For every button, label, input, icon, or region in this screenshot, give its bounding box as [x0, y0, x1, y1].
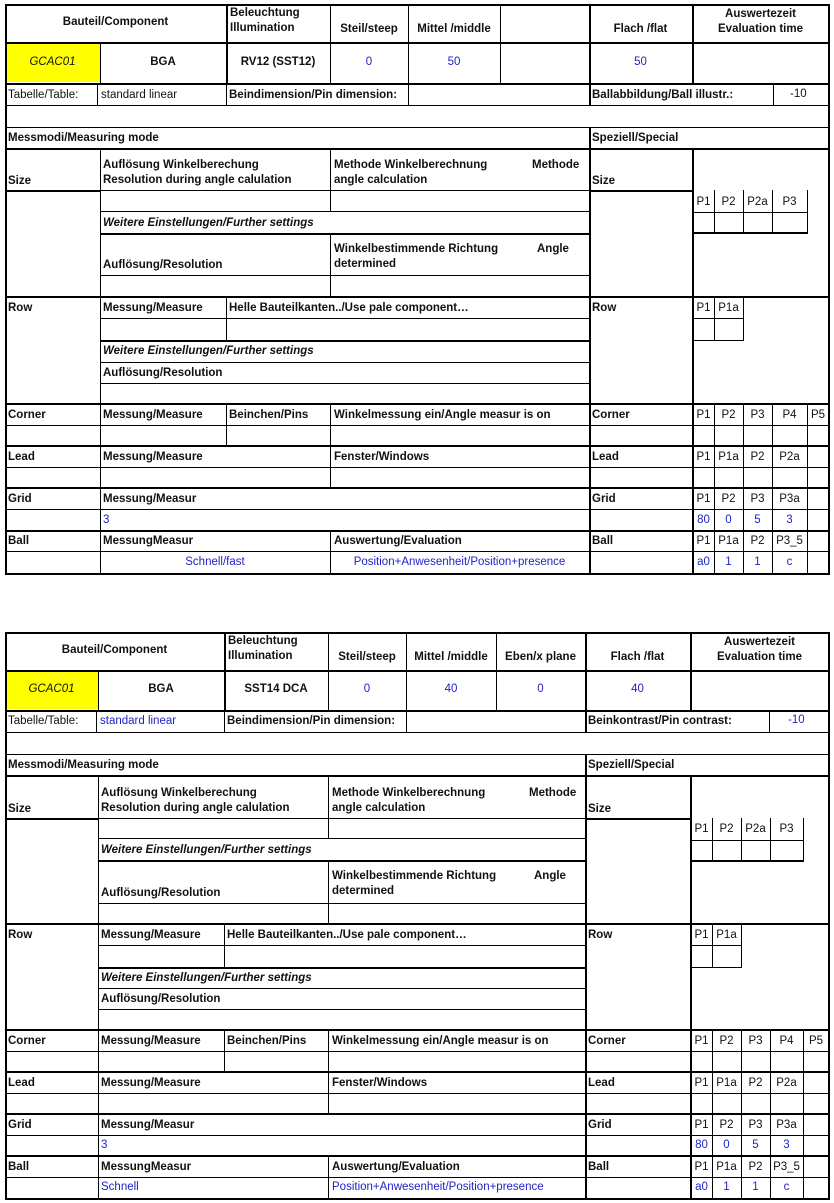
corner-p3: P3 [750, 409, 765, 421]
size-p3: P3 [779, 823, 794, 835]
size-method-en: angle calculation [334, 174, 428, 186]
row-measure: Messung/Measure [103, 302, 203, 314]
middle-value: 40 [444, 683, 458, 695]
table-value: standard linear [101, 89, 178, 101]
size-p3: P3 [782, 196, 797, 208]
grid-p2: P2 [721, 493, 736, 505]
grid-p1-value: 80 [697, 514, 710, 526]
lead-p2a: P2a [779, 451, 800, 463]
special-size-label: Size [588, 803, 612, 815]
special-ball-label: Ball [588, 1161, 610, 1173]
size-p2: P2 [721, 196, 736, 208]
size-label: Size [8, 803, 32, 815]
flat-header: Flach /flat [610, 651, 665, 663]
illumination-value: SST14 DCA [244, 683, 308, 695]
ball-p1a-value: 1 [725, 556, 732, 568]
illumination-header-en: Illumination [230, 22, 295, 34]
lead-p1a: P1a [716, 1077, 737, 1089]
row-further-settings: Weitere Einstellungen/Further settings [103, 345, 314, 357]
row-p1: P1 [696, 302, 711, 314]
lead-p1: P1 [696, 451, 711, 463]
corner-measure: Messung/Measure [103, 409, 203, 421]
component-id: GCAC01 [28, 683, 75, 695]
grid-label: Grid [8, 493, 32, 505]
component-id: GCAC01 [29, 56, 76, 68]
grid-value: 3 [103, 514, 110, 526]
row-pale-component: Helle Bauteilkanten../Use pale component… [229, 302, 469, 314]
eval-time-header: Auswertezeit [725, 8, 796, 20]
size-method: Methode Winkelberechnung [332, 787, 486, 799]
special-grid-label: Grid [588, 1119, 612, 1131]
size-res-angle-en: Resolution during angle calulation [101, 802, 290, 814]
ball-p1-value: a0 [697, 556, 710, 568]
row-p1a: P1a [716, 929, 737, 941]
size-label: Size [8, 175, 32, 187]
size-p2: P2 [719, 823, 734, 835]
ball-presence: Position+Anwesenheit/Position+presence [353, 556, 566, 568]
corner-p5: P5 [810, 409, 826, 421]
size-winkel: Winkelbestimmende Richtung [332, 870, 497, 882]
grid-p1: P1 [694, 1119, 709, 1131]
size-winkel-en: determined [332, 885, 394, 897]
lead-label: Lead [8, 451, 35, 463]
special-size-label: Size [592, 175, 616, 187]
settings-form-2 [0, 628, 834, 1203]
corner-pins: Beinchen/Pins [229, 409, 309, 421]
row-label: Row [8, 929, 33, 941]
component-header: Bauteil/Component [62, 16, 169, 28]
corner-pins: Beinchen/Pins [227, 1035, 307, 1047]
lead-p2: P2 [748, 1077, 763, 1089]
size-method-right: Methode [532, 159, 580, 171]
plane-header: Eben/x plane [505, 651, 576, 663]
size-winkel-right: Angle [534, 870, 566, 882]
special-lead-label: Lead [592, 451, 619, 463]
size-winkel: Winkelbestimmende Richtung [334, 243, 499, 255]
size-res-angle: Auflösung Winkelberechung [103, 159, 259, 171]
flat-value: 40 [631, 683, 644, 695]
middle-header: Mittel /middle [414, 651, 488, 663]
ball-p1: P1 [696, 535, 711, 547]
grid-p3a: P3a [779, 493, 800, 505]
size-resolution: Auflösung/Resolution [101, 887, 221, 899]
ball-p2-value: 1 [754, 556, 761, 568]
row-measure: Messung/Measure [101, 929, 201, 941]
row-label: Row [8, 302, 33, 314]
corner-p1: P1 [694, 1035, 709, 1047]
eval-time-header: Auswertezeit [724, 636, 795, 648]
grid-p3: P3 [750, 493, 765, 505]
steep-value: 0 [363, 683, 371, 695]
table-label: Tabelle/Table: [8, 715, 79, 727]
lead-p1: P1 [694, 1077, 709, 1089]
ball-p1a-value: 1 [723, 1181, 730, 1193]
middle-value: 50 [447, 56, 461, 68]
grid-measure: Messung/Measur [101, 1119, 195, 1131]
ball-p2-value: 1 [752, 1181, 759, 1193]
illumination-value: RV12 (SST12) [240, 56, 316, 68]
special-row-label: Row [592, 302, 617, 314]
size-p1: P1 [694, 823, 709, 835]
special-title: Speziell/Special [588, 759, 675, 771]
ball-label: Ball [8, 1161, 30, 1173]
grid-p3: P3 [748, 1119, 763, 1131]
flat-value: 50 [634, 56, 647, 68]
middle-header: Mittel /middle [417, 23, 491, 35]
component-type: BGA [148, 683, 174, 695]
size-method: Methode Winkelberechnung [334, 159, 488, 171]
grid-p2-value: 0 [725, 514, 732, 526]
corner-p4: P4 [782, 409, 797, 421]
special-grid-label: Grid [592, 493, 616, 505]
ball-p1a: P1a [718, 535, 739, 547]
ball-presence: Position+Anwesenheit/Position+presence [332, 1181, 544, 1193]
corner-p5: P5 [808, 1035, 824, 1047]
lead-windows: Fenster/Windows [334, 451, 430, 463]
size-res-angle: Auflösung Winkelberechung [101, 787, 257, 799]
ball-p1: P1 [694, 1161, 709, 1173]
size-method-en: angle calculation [332, 802, 426, 814]
illumination-header-en: Illumination [228, 650, 293, 662]
eval-time-header-en: Evaluation time [717, 651, 802, 663]
lead-p2a: P2a [776, 1077, 797, 1089]
corner-angle-measure: Winkelmessung ein/Angle measur is on [332, 1035, 549, 1047]
ball-speed: Schnell [101, 1181, 139, 1193]
grid-p3-value: 5 [754, 514, 761, 526]
component-header: Bauteil/Component [61, 644, 168, 656]
lead-label: Lead [8, 1077, 35, 1089]
size-further-settings: Weitere Einstellungen/Further settings [101, 844, 312, 856]
grid-p3a-value: 3 [786, 514, 793, 526]
corner-measure: Messung/Measure [101, 1035, 201, 1047]
corner-angle-measure: Winkelmessung ein/Angle measur is on [334, 409, 551, 421]
size-p2a: P2a [747, 196, 768, 208]
ball-p2: P2 [748, 1161, 763, 1173]
steep-header: Steil/steep [338, 651, 396, 663]
special-lead-label: Lead [588, 1077, 615, 1089]
ball-measure: MessungMeasur [103, 535, 194, 547]
special-row-label: Row [588, 929, 613, 941]
plane-value: 0 [537, 683, 544, 695]
row-further-settings: Weitere Einstellungen/Further settings [101, 972, 312, 984]
corner-p4: P4 [779, 1035, 794, 1047]
size-p1: P1 [696, 196, 711, 208]
ball-p1a: P1a [716, 1161, 737, 1173]
eval-time-header-en: Evaluation time [718, 23, 803, 35]
special-corner-label: Corner [592, 409, 630, 421]
row-resolution: Auflösung/Resolution [101, 993, 221, 1005]
corner-label: Corner [8, 409, 46, 421]
lead-p1a: P1a [718, 451, 739, 463]
table-value: standard linear [100, 715, 177, 727]
grid-p2: P2 [719, 1119, 734, 1131]
corner-p3: P3 [748, 1035, 763, 1047]
steep-header: Steil/steep [340, 23, 398, 35]
size-res-angle-en: Resolution during angle calulation [103, 174, 292, 186]
grid-p3-value: 5 [752, 1139, 759, 1151]
special-title: Speziell/Special [592, 132, 679, 144]
special-ball-label: Ball [592, 535, 614, 547]
pin-contrast-value: -10 [788, 714, 805, 726]
row-p1: P1 [694, 929, 709, 941]
size-winkel-right: Angle [537, 243, 569, 255]
ball-evaluation: Auswertung/Evaluation [334, 535, 462, 547]
ball-illustration-value: -10 [790, 88, 807, 100]
ball-evaluation: Auswertung/Evaluation [332, 1161, 460, 1173]
ball-p3-5-value: c [786, 556, 793, 568]
size-p2a: P2a [745, 823, 766, 835]
pin-dimension-label: Beindimension/Pin dimension: [227, 715, 396, 727]
size-winkel-en: determined [334, 258, 396, 270]
ball-measure: MessungMeasur [101, 1161, 192, 1173]
measuring-mode-title: Messmodi/Measuring mode [8, 132, 159, 144]
row-resolution: Auflösung/Resolution [103, 367, 223, 379]
corner-label: Corner [8, 1035, 46, 1047]
lead-p2: P2 [750, 451, 765, 463]
ball-p2: P2 [750, 535, 765, 547]
size-resolution: Auflösung/Resolution [103, 259, 223, 271]
ball-p3-5-value: c [783, 1181, 790, 1193]
grid-p1: P1 [696, 493, 711, 505]
corner-p2: P2 [719, 1035, 734, 1047]
lead-measure: Messung/Measure [101, 1077, 201, 1089]
settings-form-1 [0, 0, 834, 578]
row-p1a: P1a [718, 302, 739, 314]
corner-p2: P2 [721, 409, 736, 421]
ball-label: Ball [8, 535, 30, 547]
ball-speed: Schnell/fast [185, 556, 245, 568]
component-type: BGA [150, 56, 176, 68]
illumination-header: Beleuchtung [228, 635, 298, 647]
illumination-header: Beleuchtung [230, 7, 300, 19]
flat-header: Flach /flat [613, 23, 668, 35]
table-label: Tabelle/Table: [8, 89, 79, 101]
size-method-right: Methode [529, 787, 577, 799]
size-further-settings: Weitere Einstellungen/Further settings [103, 217, 314, 229]
special-corner-label: Corner [588, 1035, 626, 1047]
grid-p3a: P3a [776, 1119, 797, 1131]
grid-p1-value: 80 [695, 1139, 708, 1151]
grid-value: 3 [101, 1139, 108, 1151]
corner-p1: P1 [696, 409, 711, 421]
pin-contrast-label: Beinkontrast/Pin contrast: [588, 715, 732, 727]
row-pale-component: Helle Bauteilkanten../Use pale component… [227, 929, 467, 941]
grid-p2-value: 0 [723, 1139, 730, 1151]
lead-measure: Messung/Measure [103, 451, 203, 463]
grid-measure: Messung/Measur [103, 493, 197, 505]
steep-value: 0 [365, 56, 373, 68]
grid-p3a-value: 3 [783, 1139, 790, 1151]
lead-windows: Fenster/Windows [332, 1077, 428, 1089]
ball-illustration-label: Ballabbildung/Ball illustr.: [592, 89, 734, 101]
ball-p3-5: P3_5 [773, 1161, 800, 1173]
ball-p3-5: P3_5 [776, 535, 803, 547]
grid-label: Grid [8, 1119, 32, 1131]
ball-p1-value: a0 [695, 1181, 708, 1193]
pin-dimension-label: Beindimension/Pin dimension: [229, 89, 398, 101]
measuring-mode-title: Messmodi/Measuring mode [8, 759, 159, 771]
